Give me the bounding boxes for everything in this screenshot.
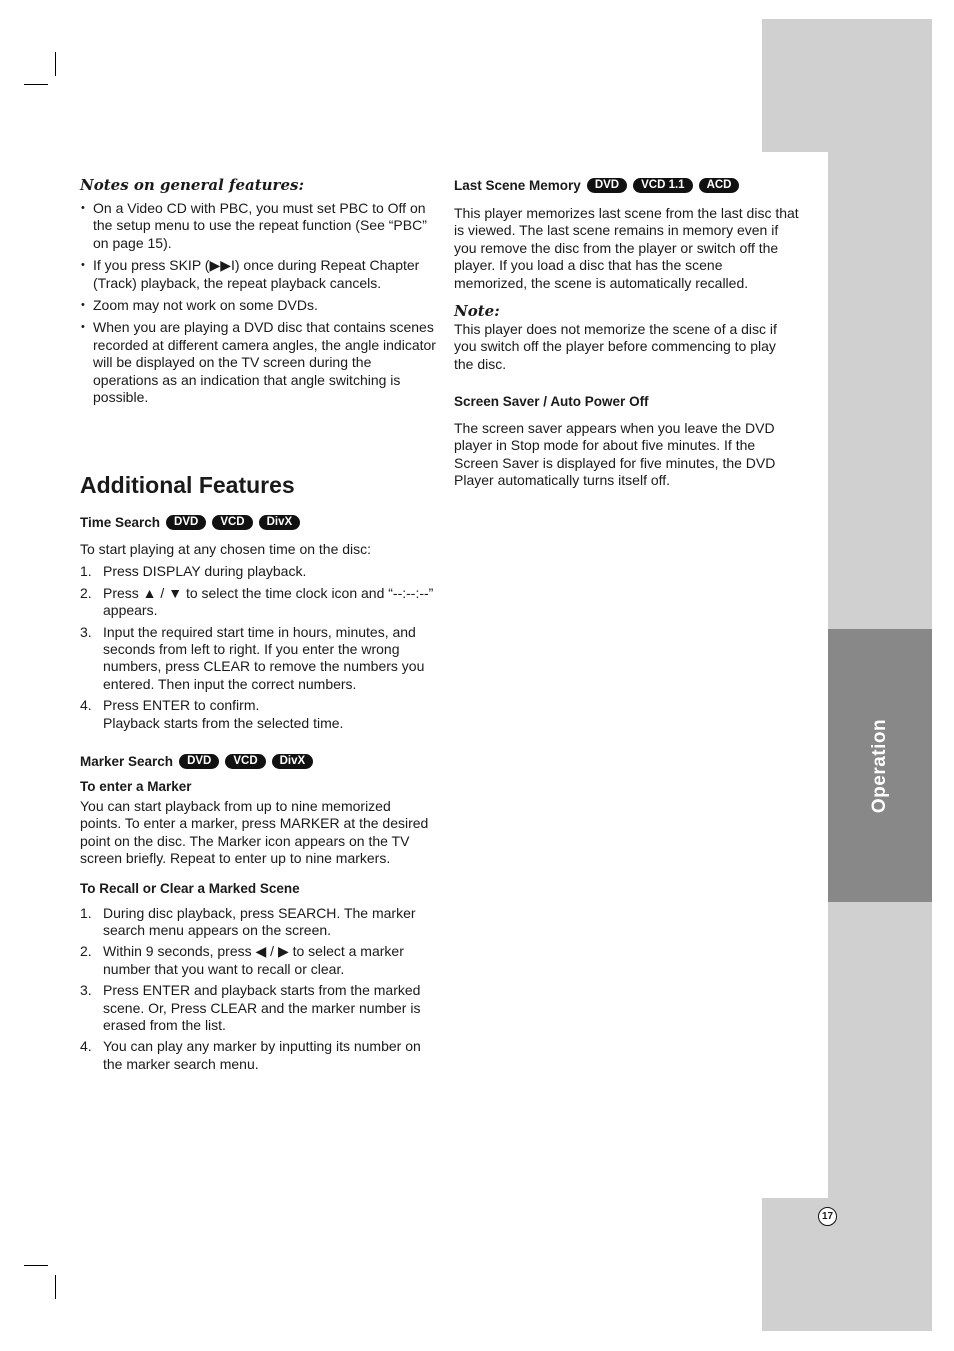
page-number: 17	[818, 1207, 837, 1226]
last-scene-section	[454, 178, 799, 373]
list-item: • On a Video CD with PBC, you must set PBC to Off on the setup menu to use the repeat function (See “PBC” on page 15).	[80, 200, 438, 252]
crop-mark	[24, 1265, 48, 1266]
badge: VCD 1.1	[633, 178, 692, 193]
step-text: Input the required start time in hours, minutes, and seconds from left to right. If you enter the wrong numbers, press CLEAR to remove the numbers you entered. Then input the correct numbers.	[103, 623, 425, 692]
enter-marker-heading: To enter a Marker	[80, 779, 192, 794]
heading-text: Marker Search	[80, 754, 174, 769]
time-search-heading	[80, 515, 440, 530]
last-scene-text: This player memorizes last scene from the last disc that is viewed. The last scene remains in memory even if you remove the disc from the player or switch off the player. If you load a disc that has the scene memorized, the scene is automatically recalled.	[454, 205, 799, 291]
last-scene-heading	[454, 178, 799, 193]
list-item	[80, 697, 440, 732]
badge: DVD	[587, 178, 627, 193]
list-item	[80, 943, 440, 978]
badge: VCD	[225, 754, 265, 769]
time-search-intro: To start playing at any chosen time on the disc:	[80, 541, 372, 557]
recall-heading: To Recall or Clear a Marked Scene	[80, 880, 300, 896]
step-number: 3.	[80, 982, 92, 999]
section-title: Additional Features	[80, 472, 295, 498]
badge: VCD	[212, 515, 252, 530]
time-search-section	[80, 515, 440, 736]
side-tab-label	[828, 629, 932, 902]
screen-saver-section	[454, 394, 799, 490]
list-item: • If you press SKIP (▶▶I) once during Repeat Chapter (Track) playback, the repeat playback cancels.	[80, 257, 438, 292]
list-item	[80, 585, 440, 620]
badge: DVD	[166, 515, 206, 530]
heading-text: Last Scene Memory	[454, 178, 581, 193]
badge: ACD	[699, 178, 740, 193]
step-text: Within 9 seconds, press ◀ / ▶ to select a marker number that you want to recall or clear.	[103, 943, 404, 977]
screen-saver-text: The screen saver appears when you leave the DVD player in Stop mode for about five minutes. If the Screen Saver is displayed for five minutes, the DVD Player automatically turns itself off.	[454, 420, 776, 489]
step-number: 2.	[80, 943, 92, 960]
badge: DivX	[272, 754, 314, 769]
badge: DVD	[179, 754, 219, 769]
list-item: • When you are playing a DVD disc that contains scenes recorded at different camera angles, the angle indicator will be displayed on the TV screen during the operations as an indication that angle switching is possible.	[80, 319, 438, 406]
heading-text: Time Search	[80, 515, 161, 530]
notes-title: Notes on general features:	[80, 176, 304, 194]
step-text: Press ENTER and playback starts from the marked scene. Or, Press CLEAR and the marker number is erased from the list.	[103, 982, 421, 1034]
step-text: You can play any marker by inputting its number on the marker search menu.	[103, 1038, 421, 1072]
list-item	[80, 563, 440, 580]
crop-mark	[55, 1275, 56, 1299]
list-item	[80, 1038, 440, 1073]
crop-mark	[24, 84, 48, 85]
step-number: 4.	[80, 697, 92, 714]
list-item	[80, 905, 440, 940]
side-tab-top	[762, 19, 932, 152]
list-item: • Zoom may not work on some DVDs.	[80, 297, 438, 314]
recall-steps	[80, 905, 440, 1074]
step-number: 2.	[80, 584, 92, 601]
step-text: Press ▲ / ▼ to select the time clock icon and “--:--:--” appears.	[103, 584, 434, 619]
screen-saver-heading: Screen Saver / Auto Power Off	[454, 394, 649, 409]
marker-search-section	[80, 754, 440, 1077]
step-text-2: Playback starts from the selected time.	[103, 714, 344, 731]
step-number: 1.	[80, 904, 92, 921]
list-item	[80, 982, 440, 1034]
step-number: 3.	[80, 623, 92, 640]
step-text: During disc playback, press SEARCH. The marker search menu appears on the screen.	[103, 904, 416, 939]
notes-section	[80, 176, 438, 411]
step-text: Press ENTER to confirm.	[103, 697, 260, 714]
note-title: Note:	[454, 302, 500, 321]
time-search-steps	[80, 563, 440, 732]
note-text: This player does not memorize the scene of a disc if you switch off the player before commencing to play the disc.	[454, 321, 777, 372]
marker-search-heading	[80, 754, 440, 769]
crop-mark	[55, 52, 56, 76]
step-number: 1.	[80, 563, 92, 580]
side-tab-text: Operation	[868, 718, 890, 813]
enter-marker-text: You can start playback from up to nine memorized points. To enter a marker, press MARKER at the desired point on the disc. The Marker icon appears on the TV screen briefly. Repeat to enter up to nine markers.	[80, 798, 429, 867]
step-text: Press DISPLAY during playback.	[103, 563, 307, 580]
list-item	[80, 624, 440, 694]
notes-list	[80, 200, 438, 406]
step-number: 4.	[80, 1038, 92, 1055]
badge: DivX	[259, 515, 301, 530]
